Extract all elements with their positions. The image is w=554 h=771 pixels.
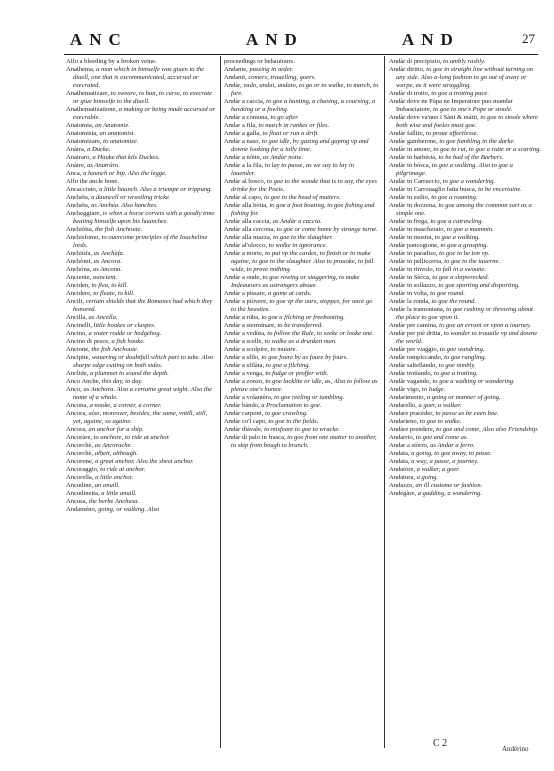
dictionary-entry: Andàr diàvale, to misfeare to goe to wracke.: [224, 426, 340, 433]
dictionary-entry: Andàr in rinvolo, to fall in a swoune.: [389, 266, 486, 273]
dictionary-entry: Andàr dove ne Pàpa ne Imperatore puo mandar Imbasciatore, to goe to one's Pope or stoole.: [389, 98, 513, 113]
dictionary-entry: Andàr in Carruccio, to goe a wandering.: [389, 178, 496, 185]
dictionary-entry: Andàr a rùba, to goe a filching or freebooting.: [224, 314, 345, 321]
dictionary-entry: Anca, a haunch or hip. Also the legge.: [66, 170, 167, 177]
dictionary-entry: Andàr a nòtte, as Andàr notte.: [224, 154, 303, 161]
column-2: [224, 58, 379, 738]
dictionary-entry: Andar a fila, to march in rankes or files.: [224, 122, 330, 129]
dictionary-entry: Anàtra, a Ducke.: [66, 146, 111, 153]
dictionary-entry: Andante, passing in order.: [224, 66, 294, 73]
dictionary-entry: Andàr in bósca, to goe a walking. Also to goe a pilgrimage.: [389, 162, 513, 177]
dictionary-entry: Ancino, a water rodde or hedgehog.: [66, 330, 162, 337]
dictionary-entry: Andanti, comers, trauelling, goers.: [224, 74, 316, 81]
dictionary-entry: Andar a stòrro, as Andar a ferro.: [389, 442, 475, 449]
dictionary-entry: Andàr trottando, to goe a trotting.: [389, 370, 478, 377]
dictionary-entry: Andàr in sollazzo, to goe sporting and disporting.: [389, 282, 520, 289]
dictionary-entry: Andàr di palo in frasca, to goe from one matter to another, to skip from bough to branch.: [224, 434, 377, 449]
dictionary-entry: Anciden, to flea, to kill.: [66, 282, 129, 289]
dictionary-entry: Anatomizare, to anatomize.: [66, 138, 139, 145]
dictionary-entry: Andàr gamberone, to goe fumbling in the darke.: [389, 138, 515, 145]
dictionary-entry: Andàr in frega, to goe a catrawling.: [389, 218, 484, 225]
dictionary-entry: Alfo a bleeding by a broken veine.: [66, 58, 157, 65]
dictionary-entry: Anco Anche, this day, to day.: [66, 378, 143, 385]
dictionary-entry: Andàr bàndo, a Proclamation to goe.: [224, 402, 322, 409]
dictionary-entry: Ancili, certain shields that the Romanes had which they honored.: [66, 298, 213, 313]
dictionary-entry: Andàr per camina, to goe an errant or vpon a iourney.: [389, 322, 532, 329]
dictionary-entry: Ancudine, an anuill.: [66, 482, 120, 489]
dictionary-entry: Anchiùfa, as Anchùfa.: [66, 250, 125, 257]
dictionary-entry: Ancora, also, moreover, besides, the same, vntill, still, yet, againe, so againe.: [66, 410, 208, 425]
dictionary-entry: Andàr in dozzena, to goe among the common sort as a simple one.: [389, 202, 532, 217]
dictionary-entry: Ancusa, the herbe Anchusa.: [66, 498, 140, 505]
dictionary-entry: Anatomista, an anatomist.: [66, 130, 136, 137]
dictionary-entry: Andàr al capo, to goe to the head of matters.: [224, 194, 341, 201]
dictionary-entry: Andàr in amore, to goe to rut, to goe a rutte or a scarting.: [389, 146, 542, 153]
dictionary-entry: Andàr al bosco, to goe to the woode that is to say, the eyes drinke for the Poets.: [224, 178, 377, 193]
dictionary-entry: Andàr alla mazza, to goe to the slaughter.: [224, 234, 333, 241]
dictionary-entry: Anathematizatione, a making or being made accursed or execrable.: [66, 106, 216, 121]
dictionary-entry: Andàr, vado, andai, andato, to go or to walke, to march, to fare.: [224, 82, 379, 97]
dictionary-entry: Alfo the ancle bone.: [66, 178, 120, 185]
dictionary-entry: Andàr rampiccando, to goe rangling.: [389, 354, 487, 361]
dictionary-entry: Anco, as Anchora. Also a certaine great wight. Also the name of a whale.: [66, 386, 212, 401]
dictionary-entry: Andàr al'olocco, to walke in ignorance.: [224, 242, 328, 249]
dictionary-entry: proceedings or behauiours.: [224, 58, 295, 65]
dictionary-entry: Anchisfomo, to ouercome principles of the Ioucheline lords.: [66, 234, 208, 249]
dictionary-entry: Andàr fallito, to proue affectlesse.: [389, 130, 479, 137]
dictionary-entry: Anchéta, as Anchéa. Also hanches.: [66, 202, 158, 209]
dictionary-entry: Ancipite, wauering or doubtfull which part to take. Also sharpe edge cutting on both sides.: [66, 354, 214, 369]
dictionary-entry: Anchòmi, as Ancora.: [66, 258, 122, 265]
column-divider-2: [384, 56, 385, 748]
dictionary-entry: Ancona, a nooke, a corner, a corner.: [66, 402, 162, 409]
header-rule: [64, 54, 538, 55]
dictionary-entry: Andàr a sfilo, to goe foure by as foure by fours.: [224, 354, 348, 361]
dictionary-entry: Anchóna, as Ancona.: [66, 266, 122, 273]
dictionary-entry: Andàr a piòvere, to goe vp the oars, stoppes, for once go to the beasties.: [224, 298, 373, 313]
dictionary-entry: Andàr dove va'nno i Sàni & màtti, to goe to stoole where both wise and fooles must goe.: [389, 114, 538, 129]
dictionary-entry: Ancorchè, albeit, although.: [66, 450, 138, 457]
column-1: [66, 58, 218, 748]
dictionary-entry: Andàr alla caccia, as Andàr a caccia.: [224, 218, 322, 225]
running-header: [0, 0, 554, 52]
dictionary-entry: Andàr per viaggio, to goe wandring.: [389, 346, 485, 353]
dictionary-entry: Ancorella, a little anchor.: [66, 474, 134, 481]
dictionary-entry: Ancheggiare, is when a horse corvets with a goodly time beating himselfe upon his haunches.: [66, 210, 215, 225]
dictionary-entry: Anathematizare, to sweare, to ban, to curse, to execrate or giue himselfe to the diuell.: [66, 90, 212, 105]
catchword: Andèrino: [502, 745, 529, 753]
dictionary-entry: Anathema, a man which in himselfe was giuen to the diuell, one that is excommunicated, accursed or execrated.: [66, 66, 205, 89]
dictionary-entry: Andàr a volantèra, to goe reeling or tumbling.: [224, 394, 345, 401]
header-middle: AND: [246, 30, 304, 49]
dictionary-entry: Andàr alla bòtta, to goe a foot boating, to goe fishing and fishing for.: [224, 202, 375, 217]
dictionary-entry: Andàr di precipizio, to ambly rashly.: [389, 58, 486, 65]
dictionary-entry: Andàre prendere, to goe and come, Also also Friendship.: [389, 426, 539, 433]
dictionary-entry: Andata, a going, to goe away, to passe.: [389, 450, 492, 457]
dictionary-entry: Andàr alla cercona, to goe or come home by strange turne.: [224, 226, 378, 233]
dictionary-entry: Andàr in Sècca, to goe a shipwrecked.: [389, 274, 490, 281]
dictionary-entry: Ancilla, as Ancella.: [66, 314, 118, 321]
dictionary-entry: Andàr di trotto, to goe a trotting pace.: [389, 90, 489, 97]
dictionary-entry: Andaméno, going, or walking. Also: [66, 506, 160, 513]
dictionary-entry: Andàr a la fila, to lay to passe, as we say to lay in lauender.: [224, 162, 355, 177]
dictionary-entry: Andàr co'l capo, to goe to the fields.: [224, 418, 319, 425]
dictionary-entry: Anatomia, an Anatomie.: [66, 122, 130, 129]
dictionary-entry: Andàr a naso, to goe idle, by gazing and gaping vp and downe looking for a iolly time.: [224, 138, 369, 153]
dictionary-entry: Andàr in paradiso, to goe to be ton vp.: [389, 250, 490, 257]
dictionary-entry: Andàr a vedùta, to follow the Rule, to seeke or looke one.: [224, 330, 374, 337]
column-divider-1: [220, 56, 221, 748]
dictionary-entry: Andatura, a going.: [389, 474, 439, 481]
dictionary-entry: Andarimento, a going or manner of going.: [389, 394, 501, 401]
dictionary-entry: Andatòre, a walker, a goer.: [389, 466, 460, 473]
dictionary-entry: Ancora, an anchor for a ship.: [66, 426, 144, 433]
header-right: AND: [402, 30, 460, 49]
dictionary-entry: Anchiòtta, the fish Anchouie.: [66, 226, 143, 233]
dictionary-entry: Andàr a pissare, a game at cards.: [224, 290, 312, 297]
dictionary-entry: Anchéta, a dauncell or wrastling tricke.: [66, 194, 171, 201]
page-number: 27: [522, 31, 535, 46]
dictionary-entry: Andàr la tramontana, to goe rushing or throwing about the place to goe vpon it.: [389, 306, 533, 321]
dictionary-entry: Andàr in barbèria, to be had of the Barbers.: [389, 154, 504, 161]
dictionary-entry: Anatraro, a Hauke that kils Duckes.: [66, 154, 160, 161]
dictionary-entry: Anàtre, as Anatràro.: [66, 162, 120, 169]
dictionary-entry: Ancoraggio, to ride at anchor.: [66, 466, 146, 473]
dictionary-entry: Andàr in pellicceria, to goe to the tauerne.: [389, 258, 501, 265]
dictionary-entry: Ancione, the fish Anchouie.: [66, 346, 139, 353]
column-3: [389, 58, 542, 763]
dictionary-entry: Andàr in Carrouaglio fatta busca, to be vncertaine.: [389, 186, 522, 193]
dictionary-entry: Ancoràre, to anchore, to ride at anchor.: [66, 434, 170, 441]
dictionary-entry: Andàr in esilio, to goe a roaming.: [389, 194, 478, 201]
dictionary-entry: Andàr saltellando, to goe nimbly.: [389, 362, 476, 369]
dictionary-entry: Andàr a scelle, to walke as a drunken man.: [224, 338, 337, 345]
dictionary-entry: Andàr a galla, to float or run a drift.: [224, 130, 319, 137]
dictionary-entry: Andegàre, a gadding, a wandering.: [389, 490, 482, 497]
dictionary-entry: Andàr a sterminare, to be transferred.: [224, 322, 323, 329]
dictionary-entry: Ancino di pesce, a fish hooke.: [66, 338, 145, 345]
dictionary-entry: Andare pracèder, to passe as be euen boe.: [389, 410, 499, 417]
dictionary-entry: Ancacciuto, a little haunch. Also a triumpe or trippung.: [66, 186, 212, 193]
dictionary-entry: Andàr vigo, to Iudge.: [389, 386, 446, 393]
dictionary-entry: Andàr a morte, to put vp the cardes, to finish or to make againe, to goe to the slaughter. Also to prouoke, to fall wide, to prove nothing.: [224, 250, 374, 273]
dictionary-entry: Ancorone, a great anchor. Also the sheet anchor.: [66, 458, 194, 465]
dictionary-entry: Ancorchè, as Ancorache.: [66, 442, 133, 449]
dictionary-entry: Andàr la ronda, to goe the round.: [389, 298, 477, 305]
header-left: ANC: [70, 30, 128, 49]
dictionary-entry: Andàr a sfilàta, to goe a filching.: [224, 362, 311, 369]
dictionary-entry: Andata, a way, a passe, a journey.: [389, 458, 479, 465]
dictionary-entry: Andàr a onde, to goe rowing or staggering, to make Indeauours as astrangers aboue.: [224, 274, 360, 289]
dictionary-entry: Andàr in mascheraio, to goe a mummin.: [389, 226, 494, 233]
dictionary-entry: Anciente, auncient.: [66, 274, 118, 281]
dictionary-entry: Ancudinetta, a little anuill.: [66, 490, 137, 497]
dictionary-entry: Ancinelli, little hookes or claspes.: [66, 322, 156, 329]
dictionary-entry: Andàr a còmuna, to go after.: [224, 114, 299, 121]
dictionary-entry: Andarrio, to goe and come as.: [389, 434, 469, 441]
dictionary-entry: Andàr in mostra, to goe a walking.: [389, 234, 480, 241]
dictionary-entry: Andazzo, an ill custome or fashion.: [389, 482, 483, 489]
dictionary-entry: Andàr per piè dritta, to wander to trauaile vp and downe the world.: [389, 330, 538, 345]
dictionary-entry: Andàr a scolpire, to mutare.: [224, 346, 298, 353]
dictionary-entry: Andàr in volta, to goe round.: [389, 290, 465, 297]
dictionary-entry: Andàr a caccia, to goe a hunting, a chasing, a coursing, a hawking or a fowling.: [224, 98, 376, 113]
dictionary-entry: Andàr a zonzo, to goe lacklite or idle, as, Also to follow as pleaze one's humor.: [224, 378, 378, 393]
dictionary-entry: Andàr a venga, to fudge or proffer with.: [224, 370, 329, 377]
dictionary-entry: Andàr pancogione, to goe a grasping.: [389, 242, 489, 249]
dictionary-entry: Andàr vagando, to goe a walking or wandering.: [389, 378, 515, 385]
dictionary-entry: Andàr diritto, to goe in straight line without turning on any side. Also a-long fashion to go out of away or warpe, as it were straggling.: [389, 66, 534, 89]
dictionary-entry: Andarieno, to goe to walke.: [389, 418, 462, 425]
dictionary-entry: Anclide, a plummet to sound the depth.: [66, 370, 169, 377]
dictionary-entry: Andàr carponi, to goe crawling.: [224, 410, 308, 417]
signature-mark: C 2: [433, 738, 448, 749]
dictionary-entry: Andarello, a goer, a walker.: [389, 402, 462, 409]
dictionary-entry: Ancidere, to fleate, to kill.: [66, 290, 135, 297]
